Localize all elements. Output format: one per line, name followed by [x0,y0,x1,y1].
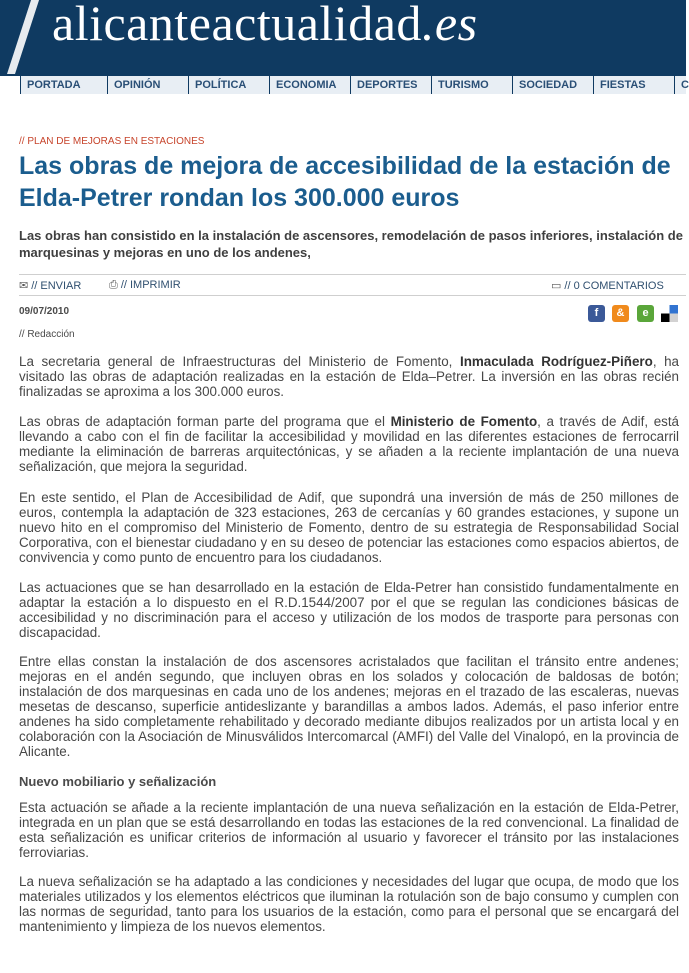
nav-item-economia[interactable]: ECONOMIA [269,76,350,94]
p2-ministry-name: Ministerio de Fomento [390,414,538,429]
p2-text-c: , a través de Adif, está llevando a cabo con el fin de facilitar la accesibilidad y movilidad en las diferentes estaciones de ferrocarril mediante la eliminación de barreras arquitectónicas, y se añaden a la reciente implantación de una nueva señalización, que mejora la seguridad. [19,414,680,474]
delicious-squares [661,305,678,322]
logo-main: alicanteactualidad [52,0,422,51]
envelope-icon: ✉ [19,280,29,292]
article-author: // Redacción [19,329,75,340]
nav-item-deportes[interactable]: DEPORTES [350,76,431,94]
paragraph-2 [19,414,679,474]
p1-text-a: La secretaria general de Infraestructuras del Ministerio de Fomento, [19,354,460,369]
article-headline: Las obras de mejora de accesibilidad de la estación de Elda-Petrer rondan los 300.000 euros [19,152,671,212]
nav-item-more[interactable]: C [674,76,686,94]
comment-icon: ▭ [551,280,562,292]
section-label[interactable]: // PLAN DE MEJORAS EN ESTACIONES [19,136,205,147]
article-subhead: Las obras han consistido en la instalación de ascensores, remodelación de pasos inferiores, instalación de marquesinas y mejoras en uno de los andenes, [19,228,683,260]
logo-suffix: .es [421,0,478,51]
send-label: // ENVIAR [31,280,82,292]
nav-item-politica[interactable]: POLÍTICA [188,76,269,94]
nav-item-sociedad[interactable]: SOCIEDAD [512,76,593,94]
printer-icon: ⎙ [109,279,118,291]
paragraph-5: Entre ellas constan la instalación de dos ascensores acristalados que facilitan el tránsito entre andenes; mejoras en el andén segundo, que incluyen obras en los solados y colocación de baldosas de botón; instalación de dos marquesinas en cada uno de los andenes; mejoras en el trazado de las escaleras, nuevas mesetas de descanso, superficie antideslizante y barandillas a ambos lados. Además, el paso inferior entre andenes ha sido completamente rehabilitado y decorado mediante dibujos realizados por un artista local y en colaboración con la Asociación de Minusválidos Intercomarcal (AMFI) del Valle del Vinalopó, en la provincia de Alicante. [19,654,679,759]
site-logo[interactable] [52,0,478,52]
article-date: 09/07/2010 [19,306,70,317]
tuenti-icon[interactable]: e [637,305,654,322]
p2-text-a: Las obras de adaptación forman parte del programa que el [19,414,391,429]
paragraph-1 [19,354,679,399]
paragraph-7: La nueva señalización se ha adaptado a las condiciones y necesidades del lugar que ocupa, de modo que los materiales utilizados y los elementos eléctricos que iluminan la rotulación son de bajo consumo y cumplen con las normas de seguridad, tanto para los usuarios de la estación, como para el personal que se encargará del mantenimiento y limpieza de los nuevos elementos. [19,874,679,934]
nav-item-fiestas[interactable]: FIESTAS [593,76,674,94]
p1-person-name: Inmaculada Rodríguez-Piñero [459,354,653,369]
delicious-icon[interactable] [661,305,678,322]
paragraph-3: En este sentido, el Plan de Accesibilidad de Adif, que supondrá una inversión de más de 250 millones de euros, contempla la adaptación de 323 estaciones, 263 de cercanías y 60 grandes estaciones, y supone un nuevo hito en el compromiso del Ministerio de Fomento, dentro de su estrategia de Responsabilidad Social Corporativa, con el bienestar ciudadano y en su deseo de potenciar las estaciones como espacios abiertos, de convivencia y como punto de encuentro para los ciudadanos. [19,490,679,565]
nav-item-opinion[interactable]: OPINIÓN [107,76,188,94]
comments-label: // 0 COMENTARIOS [564,280,664,292]
comments-button[interactable] [551,279,664,292]
send-button[interactable] [19,279,81,292]
nav-item-turismo[interactable]: TURISMO [431,76,512,94]
print-label: // IMPRIMIR [120,279,181,291]
logo-slash [7,0,41,74]
paragraph-6: Esta actuación se añade a la reciente implantación de una nueva señalización en la estación de Elda-Petrer, integrada en un plan que se está desarrollando en todas las estaciones de la red convencional. La finalidad de esta señalización es unificar criterios de información al usuario y favorecer el tránsito por las instalaciones ferroviarias. [19,800,679,860]
meneame-icon[interactable]: & [612,305,629,322]
paragraph-4: Las actuaciones que se han desarrollado en la estación de Elda-Petrer han consistido fundamentalmente en adaptar la estación a lo dispuesto en el R.D.1544/2007 por el que se regulan las condiciones básicas de accesibilidad y no discriminación para el acceso y utilización de los modos de trasporte para personas con discapacidad. [19,580,679,640]
article-toolbar [19,274,686,296]
facebook-icon[interactable]: f [588,305,605,322]
main-nav [20,76,689,94]
p1-text-c: , ha visitado las obras de adaptación realizadas en la estación de Elda–Petrer. La inversión en las obras recién finalizadas se aproxima a los 300.000 euros. [19,354,679,399]
nav-item-portada[interactable]: PORTADA [20,76,107,94]
masthead [0,0,686,76]
article-subtitle: Nuevo mobiliario y señalización [19,774,217,789]
print-button[interactable] [109,279,181,292]
